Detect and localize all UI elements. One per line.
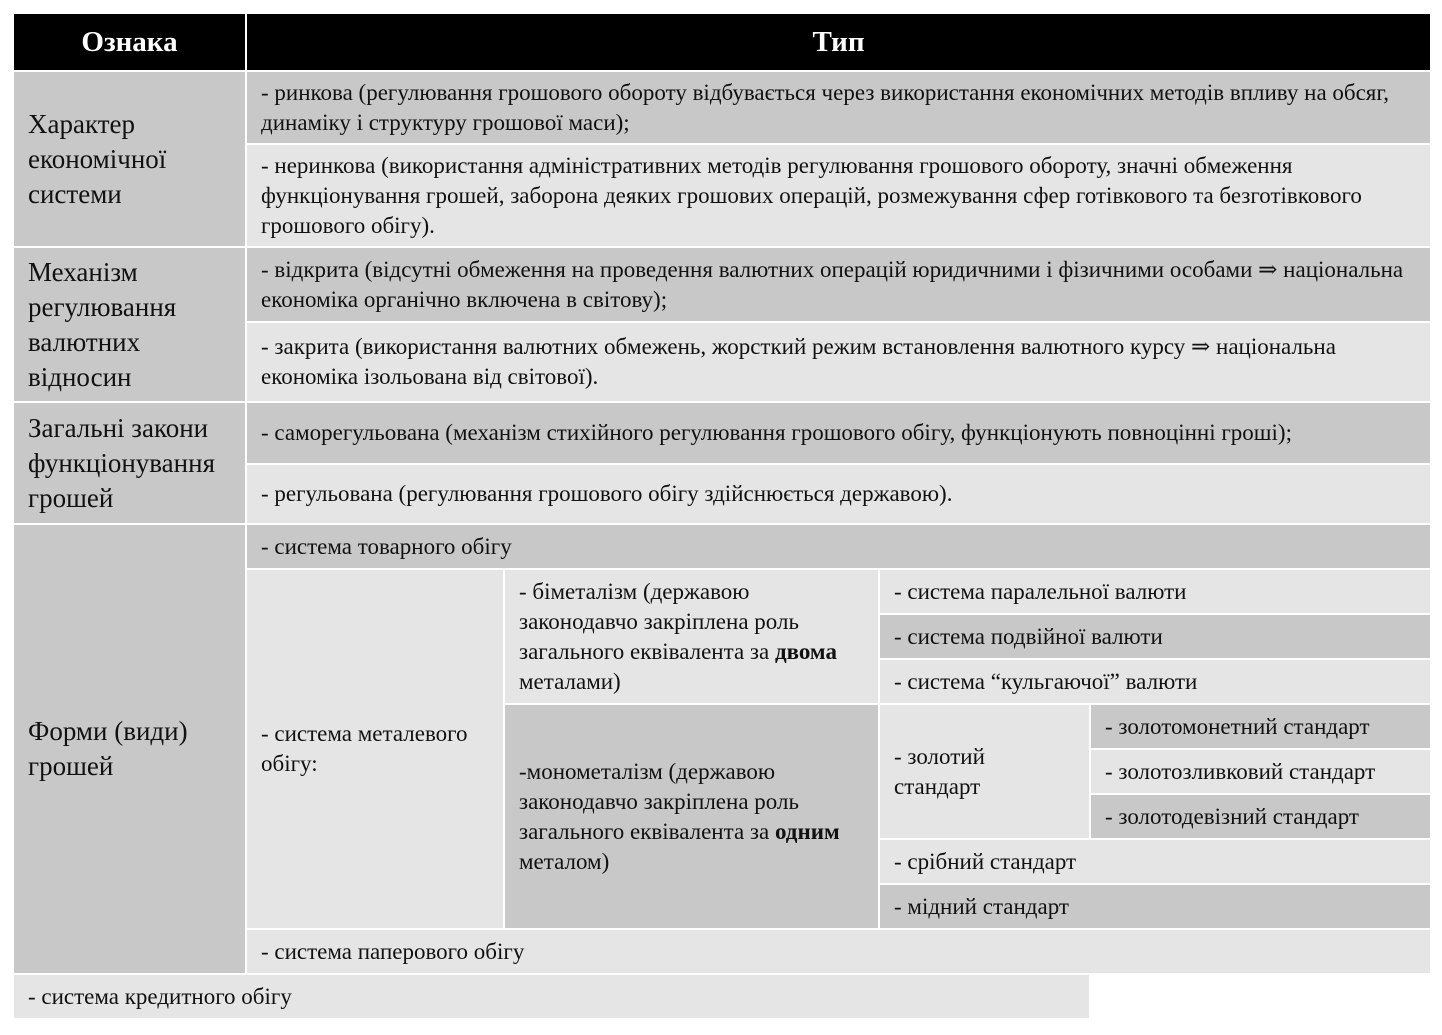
type-non-market: - неринкова (використання адміністративних методів регулювання грошового обороту, значні обмеження функціонування грошей, заборона деяких грошових операцій, розмежування сфер готівкового та безготівкового грошового обігу). <box>246 144 1431 247</box>
type-bimetallism <box>504 569 879 704</box>
type-commodity-circulation: - система товарного обігу <box>246 524 1431 569</box>
table-row <box>13 974 1431 1019</box>
money-systems-table <box>12 12 1432 1020</box>
monometallism-text-end: металом) <box>519 848 610 874</box>
bimetallism-text: - біметалізм (державою законодавчо закріплена роль загального еквівалента за <box>519 578 799 664</box>
table-row <box>13 71 1431 144</box>
type-market: - ринкова (регулювання грошового обороту відбувається через використання економічних методів впливу на обсяг, динаміку і структуру грошової маси); <box>246 71 1431 144</box>
type-double-currency: - система подвійної валюти <box>879 614 1431 659</box>
type-gold-coin-standard: - золотомонетний стандарт <box>1090 704 1431 749</box>
monometallism-emphasis: одним <box>774 818 840 844</box>
type-parallel-currency: - система паралельної валюти <box>879 569 1431 614</box>
type-limping-currency: - система “кульгаючої” валюти <box>879 659 1431 704</box>
table-row <box>13 524 1431 569</box>
bimetallism-emphasis: двома <box>774 638 837 664</box>
type-copper-standard: - мідний стандарт <box>879 884 1431 929</box>
type-credit-circulation: - система кредитного обігу <box>13 974 1090 1019</box>
type-self-regulated: - саморегульована (механізм стихійного регулювання грошового обігу, функціонують повноцінні гроші); <box>246 402 1431 464</box>
attribute-economic-system: Характер економічної системи <box>13 71 246 247</box>
header-row <box>13 13 1431 71</box>
type-gold-bullion-standard: - золотозливковий стандарт <box>1090 749 1431 794</box>
type-closed: - закрита (використання валютних обмежень, жорсткий режим встановлення валютного курсу ⇒ національна економіка ізольована від світової). <box>246 322 1431 402</box>
bimetallism-text-end: металами) <box>519 668 621 694</box>
type-metal-circulation: - система металевого обігу: <box>246 569 504 929</box>
header-attribute: Ознака <box>13 13 246 71</box>
money-systems-table-wrapper <box>12 12 1430 1020</box>
type-gold-exchange-standard: - золотодевізний стандарт <box>1090 794 1431 839</box>
type-open: - відкрита (відсутні обмеження на проведення валютних операцій юридичними і фізичними особами ⇒ національна економіка органічно включена в світову); <box>246 247 1431 322</box>
type-regulated: - регульована (регулювання грошового обігу здійснюється державою). <box>246 464 1431 524</box>
type-silver-standard: - срібний стандарт <box>879 839 1431 884</box>
attribute-money-forms: Форми (види) грошей <box>13 524 246 974</box>
type-monometallism <box>504 704 879 929</box>
table-row <box>13 402 1431 464</box>
monometallism-text: -монометалізм (державою законодавчо закріплена роль загального еквівалента за <box>519 758 799 844</box>
attribute-general-laws: Загальні закони функціонування грошей <box>13 402 246 524</box>
attribute-currency-regulation: Механізм регулювання валютних відносин <box>13 247 246 402</box>
type-paper-circulation: - система паперового обігу <box>246 929 1431 974</box>
table-row <box>13 247 1431 322</box>
type-gold-standard: - золотий стандарт <box>879 704 1090 839</box>
header-type: Тип <box>246 13 1431 71</box>
